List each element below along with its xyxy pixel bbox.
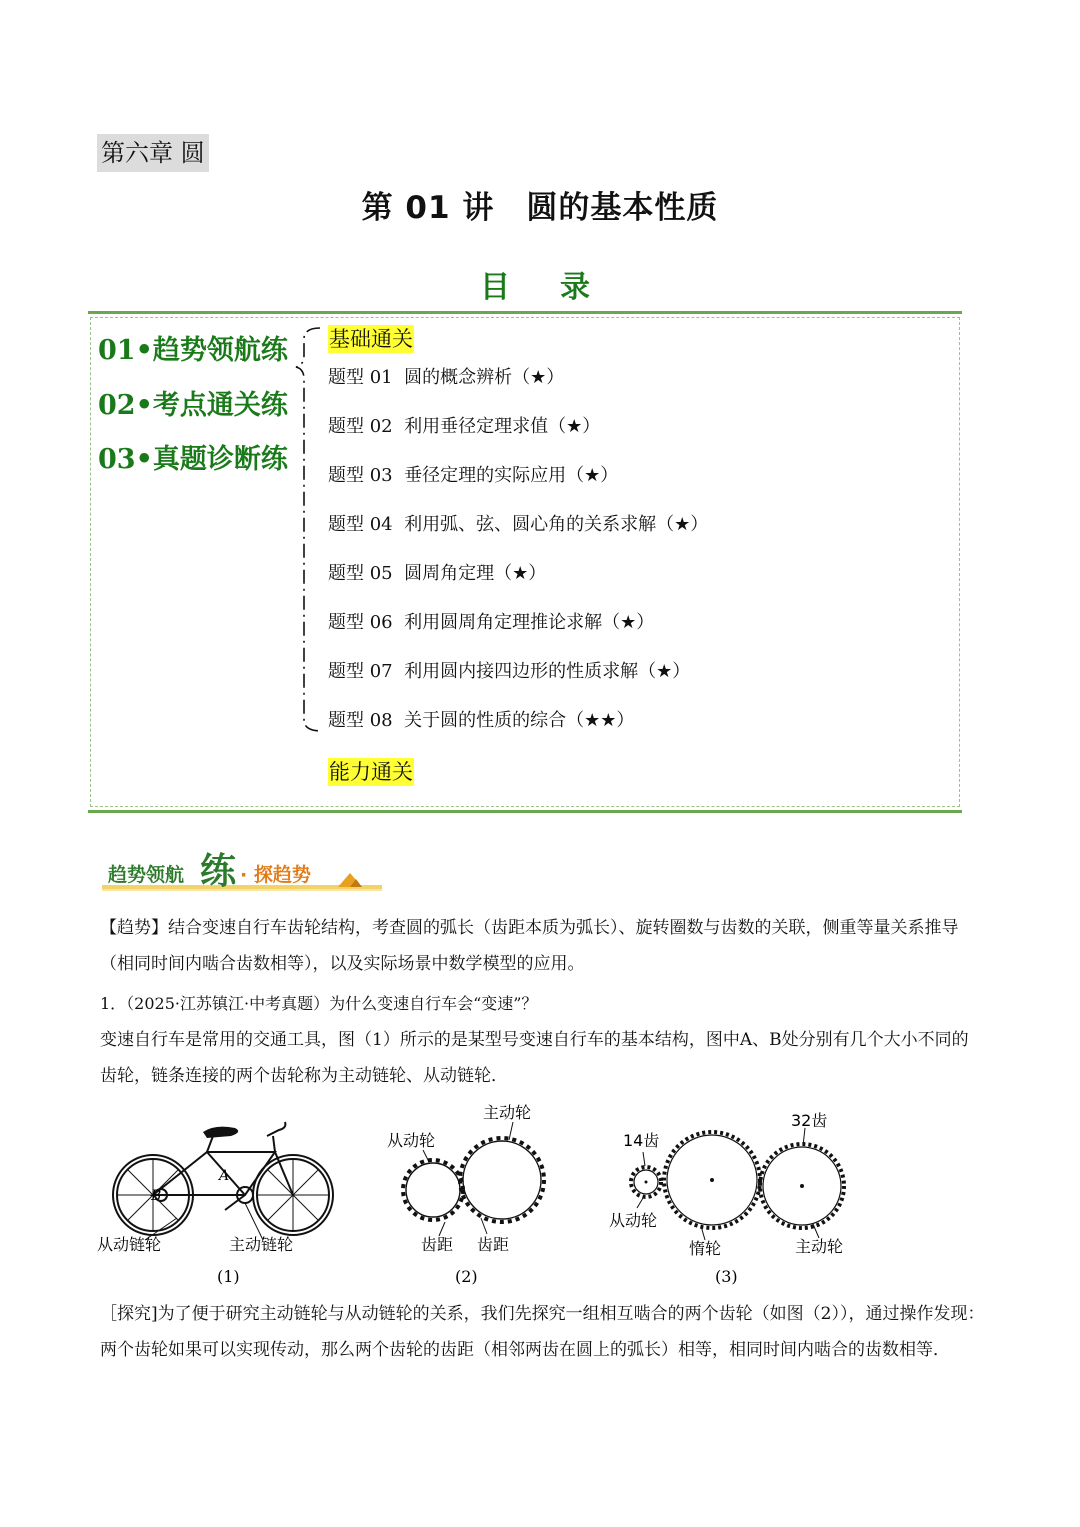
banner-big-text: 练 bbox=[200, 850, 237, 892]
toc-brace-icon bbox=[290, 325, 330, 735]
fig2-driver-label: 主动轮 bbox=[483, 1103, 532, 1122]
toc-topic-2[interactable]: 题型 02 利用垂径定理求值（★） bbox=[328, 416, 601, 437]
toc-topic-8[interactable]: 题型 08 关于圆的性质的综合（★★） bbox=[328, 710, 635, 731]
fig3-teeth32-label: 32齿 bbox=[791, 1111, 828, 1130]
fig3-driver-label: 主动轮 bbox=[795, 1237, 844, 1256]
fig1-right-label: 主动链轮 bbox=[229, 1235, 294, 1254]
fig3-caption: (3) bbox=[715, 1267, 738, 1286]
fig2-driven-label: 从动轮 bbox=[387, 1131, 436, 1150]
toc-topic-1[interactable]: 题型 01 圆的概念辨析（★） bbox=[328, 367, 565, 388]
toc-section-3[interactable]: 03•真题诊断练 bbox=[98, 444, 288, 475]
toc-advanced-label[interactable]: 能力通关 bbox=[329, 760, 413, 784]
two-gears-figure bbox=[385, 1100, 565, 1290]
section-banner bbox=[100, 845, 390, 897]
fig3-idler-label: 惰轮 bbox=[689, 1239, 722, 1258]
trend-paragraph: 【趋势】结合变速自行车齿轮结构，考查圆的弧长（齿距本质为弧长）、旋转圈数与齿数的关联，侧重等量关系推导（相同时间内啮合齿数相等），以及实际场景中数学模型的应用。 bbox=[100, 918, 959, 974]
banner-right-text: · 探趋势 bbox=[240, 864, 311, 886]
explore-paragraph: ［探究]为了便于研究主动链轮与从动链轮的关系，我们先探究一组相互啮合的两个齿轮（如图（2）），通过操作发现：两个齿轮如果可以实现传动，那么两个齿轮的齿距（相邻两齿在圆上的弧长）相等，相同时间内啮合的齿数相等． bbox=[100, 1304, 985, 1360]
fig2-caption: (2) bbox=[455, 1267, 478, 1286]
chapter-label: 第六章 圆 bbox=[97, 134, 209, 172]
question-1-description: 变速自行车是常用的交通工具，图（1）所示的是某型号变速自行车的基本结构，图中A、B处分别有几个大小不同的齿轮，链条连接的两个齿轮称为主动链轮、从动链轮． bbox=[100, 1030, 969, 1086]
fig3-teeth14-label: 14齿 bbox=[623, 1131, 660, 1150]
toc-section-1[interactable]: 01•趋势领航练 bbox=[98, 335, 288, 366]
toc-topic-5[interactable]: 题型 05 圆周角定理（★） bbox=[328, 563, 547, 584]
fig1-caption: (1) bbox=[217, 1267, 240, 1286]
three-gears-figure bbox=[605, 1100, 855, 1290]
toc-topic-6[interactable]: 题型 06 利用圆周角定理推论求解（★） bbox=[328, 612, 655, 633]
fig1-left-label: 从动链轮 bbox=[97, 1235, 162, 1254]
toc-section-2[interactable]: 02•考点通关练 bbox=[98, 390, 288, 421]
label-a: A bbox=[219, 1168, 230, 1184]
bicycle-figure bbox=[95, 1100, 335, 1290]
fig2-pitch-1: 齿距 bbox=[421, 1235, 454, 1254]
question-1: 1．（2025·江苏镇江·中考真题）为什么变速自行车会“变速”？ bbox=[100, 994, 538, 1013]
toc-topic-7[interactable]: 题型 07 利用圆内接四边形的性质求解（★） bbox=[328, 661, 691, 682]
toc-topic-3[interactable]: 题型 03 垂径定理的实际应用（★） bbox=[328, 465, 619, 486]
banner-left-text: 趋势领航 bbox=[108, 864, 185, 886]
fig2-pitch-2: 齿距 bbox=[477, 1235, 510, 1254]
toc-topic-4[interactable]: 题型 04 利用弧、弦、圆心角的关系求解（★） bbox=[328, 514, 709, 535]
fig3-driven-label: 从动轮 bbox=[609, 1211, 658, 1230]
label-b: B bbox=[151, 1188, 162, 1204]
lecture-title: 第 01 讲 圆的基本性质 bbox=[361, 190, 719, 226]
toc-basic-label[interactable]: 基础通关 bbox=[329, 327, 413, 351]
toc-heading: 目 录 bbox=[480, 270, 600, 305]
